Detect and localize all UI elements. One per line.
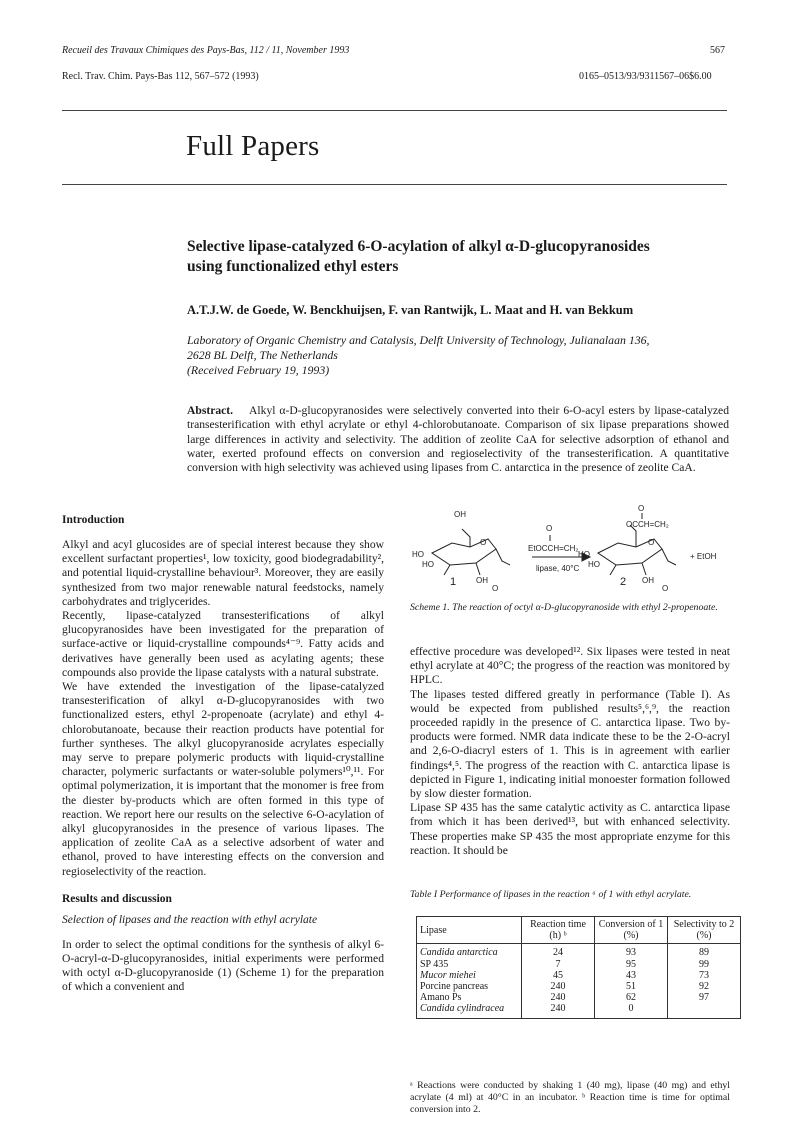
cell-conversion: 0 (595, 1003, 668, 1018)
cell-lipase: Porcine pancreas (417, 981, 522, 992)
compound-1-ho-bond (444, 565, 450, 575)
table-row (417, 959, 741, 970)
scheme-conditions: lipase, 40°C (536, 564, 580, 573)
table-row (417, 944, 741, 959)
scheme-oh-2: OH (642, 576, 654, 585)
scheme-reagent-o: O (546, 524, 553, 533)
results-paragraph-1: In order to select the optimal conditions for the synthesis of alkyl 6-O-acryl-α-D-glucopyranosides, initial experiments were performed with octyl α-D-glucopyranoside (1) (Scheme 1) for the preparation of which a convenient and (62, 937, 384, 994)
scheme-ho-1a: HO (412, 550, 424, 559)
cell-lipase: SP 435 (417, 959, 522, 970)
scheme-oh-1b: OH (476, 576, 488, 585)
cell-time: 45 (522, 970, 595, 981)
cell-conversion: 95 (595, 959, 668, 970)
intro-paragraph-2: Recently, lipase-catalyzed transesterifications of alkyl glucopyranosides have been investigated for the preparation of surface-active or liquid-crystalline compounds⁴⁻⁹. Fatty acids and derivatives have generally been used as acylating agents; these compounds also provide the lipase catalysts with a natural substrate. (62, 609, 384, 679)
affiliation-line-2: 2628 BL Delft, The Netherlands (187, 348, 338, 362)
authors: A.T.J.W. de Goede, W. Benckhuijsen, F. van Rantwijk, L. Maat and H. van Bekkum (187, 303, 634, 317)
right-paragraph-1: effective procedure was developed¹². Six lipases were tested in neat ethyl acrylate at 40°C; the progress of the reaction was monitored by HPLC. (410, 645, 730, 687)
compound-2-label: 2 (620, 576, 627, 588)
compound-2-oh-bond (642, 563, 646, 575)
cell-lipase: Mucor miehei (417, 970, 522, 981)
cell-time: 240 (522, 992, 595, 1003)
cell-time: 24 (522, 944, 595, 959)
table-footnote: ᵃ Reactions were conducted by shaking 1 (40 mg), lipase (40 mg) and ethyl acrylate (4 ml) at 40°C in an incubator. ᵇ Reaction time is time for optimal conversion into 2. (410, 1080, 730, 1115)
scheme-ester-o: O (638, 505, 645, 513)
scheme-byproduct: + EtOH (690, 552, 717, 561)
abstract-label: Abstract. (187, 404, 234, 417)
cell-selectivity: 97 (668, 992, 741, 1003)
table-1 (416, 916, 741, 1019)
title-line-2: using functionalized ethyl esters (187, 258, 399, 275)
affiliation (187, 333, 732, 378)
article-title (187, 237, 727, 277)
header-selectivity: Selectivity to 2 (%) (668, 917, 741, 944)
title-line-1: Selective lipase-catalyzed 6-O-acylation of alkyl α-D-glucopyranosides (187, 238, 650, 255)
compound-1-label: 1 (450, 576, 457, 588)
cell-selectivity: 89 (668, 944, 741, 959)
banner-rule (62, 184, 727, 185)
cell-conversion: 93 (595, 944, 668, 959)
cell-time: 240 (522, 981, 595, 992)
section-banner: Full Papers (186, 130, 320, 162)
cell-conversion: 62 (595, 992, 668, 1003)
table-row (417, 970, 741, 981)
cell-lipase: Amano Ps (417, 992, 522, 1003)
compound-1-ring (432, 539, 496, 565)
abstract-text: Alkyl α-D-glucopyranosides were selectively converted into their 6-O-acyl esters by lipase-catalyzed transesterification with ethyl acrylate or ethyl 4-chlorobutanoate. Comparison of six lipase preparations showed large differences in activity and selectivity. The addition of zeolite CaA for selective adsorption of ethanol and water, exerted profound effects on conversion and regioselectivity of the transesterification. A quantitative conversion with high selectivity was achieved using lipases from C. antarctica in the presence of zeolite CaA. (187, 404, 729, 475)
compound-1-anomeric-bond (496, 549, 510, 565)
cell-conversion: 51 (595, 981, 668, 992)
intro-paragraph-3: We have extended the investigation of the lipase-catalyzed transesterification of alkyl α-D-glucopyranosides with two functionalized esters, ethyl 2-propenoate (acrylate) and ethyl 4-chlorobutanoate, because their reaction products have potential for further syntheses. The alkyl glucopyranoside acrylates especially may serve to prepare polymeric products with liquid-crystalline character, polymeric surfactants or water-soluble polymers¹⁰,¹¹. For optimal polymerization, it is important that the monomer is free from the diester by-products which are often formed in this type of reaction. We report here our results on the selective 6-O-acylation of alkyl glucopyranosides in the presence of various lipases. The application of zeolite CaA as a selective adsorbent of water and ethanol, proved to have interesting effects on the conversion and regioselectivity of the reaction. (62, 680, 384, 878)
cell-lipase: Candida cylindracea (417, 1003, 522, 1018)
table-row (417, 981, 741, 992)
cell-time: 7 (522, 959, 595, 970)
cell-conversion: 43 (595, 970, 668, 981)
scheme-ester-group: OCCH=CH₂ (626, 520, 669, 529)
header-reaction-time: Reaction time (h) ᵇ (522, 917, 595, 944)
scheme-ring-o-2: O (648, 538, 655, 547)
abstract (187, 404, 729, 475)
header-conversion: Conversion of 1 (%) (595, 917, 668, 944)
cell-selectivity: 99 (668, 959, 741, 970)
right-column (410, 645, 730, 858)
cell-selectivity: 92 (668, 981, 741, 992)
scheme-1-diagram (410, 505, 730, 597)
compound-1-o: O (492, 584, 499, 593)
intro-paragraph-1: Alkyl and acyl glucosides are of special interest because they show excellent surfactant properties¹, low toxicity, good biodegradability², and potential liquid-crystalline behaviour³. Moreover, they are easily synthesized from two major renewable natural feedstocks, namely carbohydrates and triglycerides. (62, 538, 384, 608)
affiliation-line-1: Laboratory of Organic Chemistry and Catalysis, Delft University of Technology, Julianalaan 136, (187, 333, 650, 347)
page-number: 567 (710, 45, 725, 56)
scheme-ho-2a: HO (578, 550, 590, 559)
right-paragraph-3: Lipase SP 435 has the same catalytic activity as C. antarctica lipase from which it has been derived¹³, but with enhanced selectivity. These properties make SP 435 the most appropriate enzyme for this reaction. It should be (410, 801, 730, 857)
results-subheading: Selection of lipases and the reaction with ethyl acrylate (62, 913, 318, 926)
citation-line: Recl. Trav. Chim. Pays-Bas 112, 567–572 (1993) (62, 71, 259, 82)
scheme-ho-2b: HO (588, 560, 600, 569)
scheme-ho-1b: HO (422, 560, 434, 569)
left-column (62, 514, 384, 995)
scheme-caption: Scheme 1. The reaction of octyl α-D-glucopyranoside with ethyl 2-propenoate. (410, 602, 718, 613)
header-lipase: Lipase (417, 917, 522, 944)
article-code: 0165–0513/93/9311567–06$6.00 (579, 71, 712, 82)
cell-lipase: Candida antarctica (417, 944, 522, 959)
cell-selectivity: 73 (668, 970, 741, 981)
right-paragraph-2: The lipases tested differed greatly in performance (Table I). As would be expected from published results⁵,⁶,⁹, the reaction proceeded rapidly in the presence of C. antarctica lipase. Two by-products were formed. NMR data indicate these to be the 2-O-acryl and 2,6-O-diacryl esters of 1. This is in agreement with earlier findings⁴,⁵. The progress of the reaction with C. antarctica lipase is depicted in Figure 1, indicating initial monoester formation followed by slow diester formation. (410, 687, 730, 801)
journal-line: Recueil des Travaux Chimiques des Pays-Bas, 112 / 11, November 1993 (62, 45, 350, 56)
table-header-row (417, 917, 741, 944)
compound-1-ch2oh (462, 529, 470, 547)
table-row (417, 992, 741, 1003)
header-rule (62, 110, 727, 111)
cell-time: 240 (522, 1003, 595, 1018)
scheme-ring-o-1: O (480, 538, 487, 547)
received-date: (Received February 19, 1993) (187, 363, 330, 377)
cell-selectivity (668, 1003, 741, 1018)
compound-2-o: O (662, 584, 669, 593)
table-caption: Table I Performance of lipases in the reaction ᵃ of 1 with ethyl acrylate. (410, 889, 692, 900)
table-row (417, 1003, 741, 1018)
compound-2-anomeric-bond (662, 549, 676, 565)
table-1-grid (416, 916, 741, 1019)
results-heading: Results and discussion (62, 892, 172, 905)
introduction-heading: Introduction (62, 514, 125, 526)
compound-2-ho-bond (610, 565, 616, 575)
scheme-oh-1: OH (454, 510, 466, 519)
scheme-reagent: EtOCCH=CH₂ (528, 544, 579, 553)
compound-1-oh-bond (476, 563, 480, 575)
